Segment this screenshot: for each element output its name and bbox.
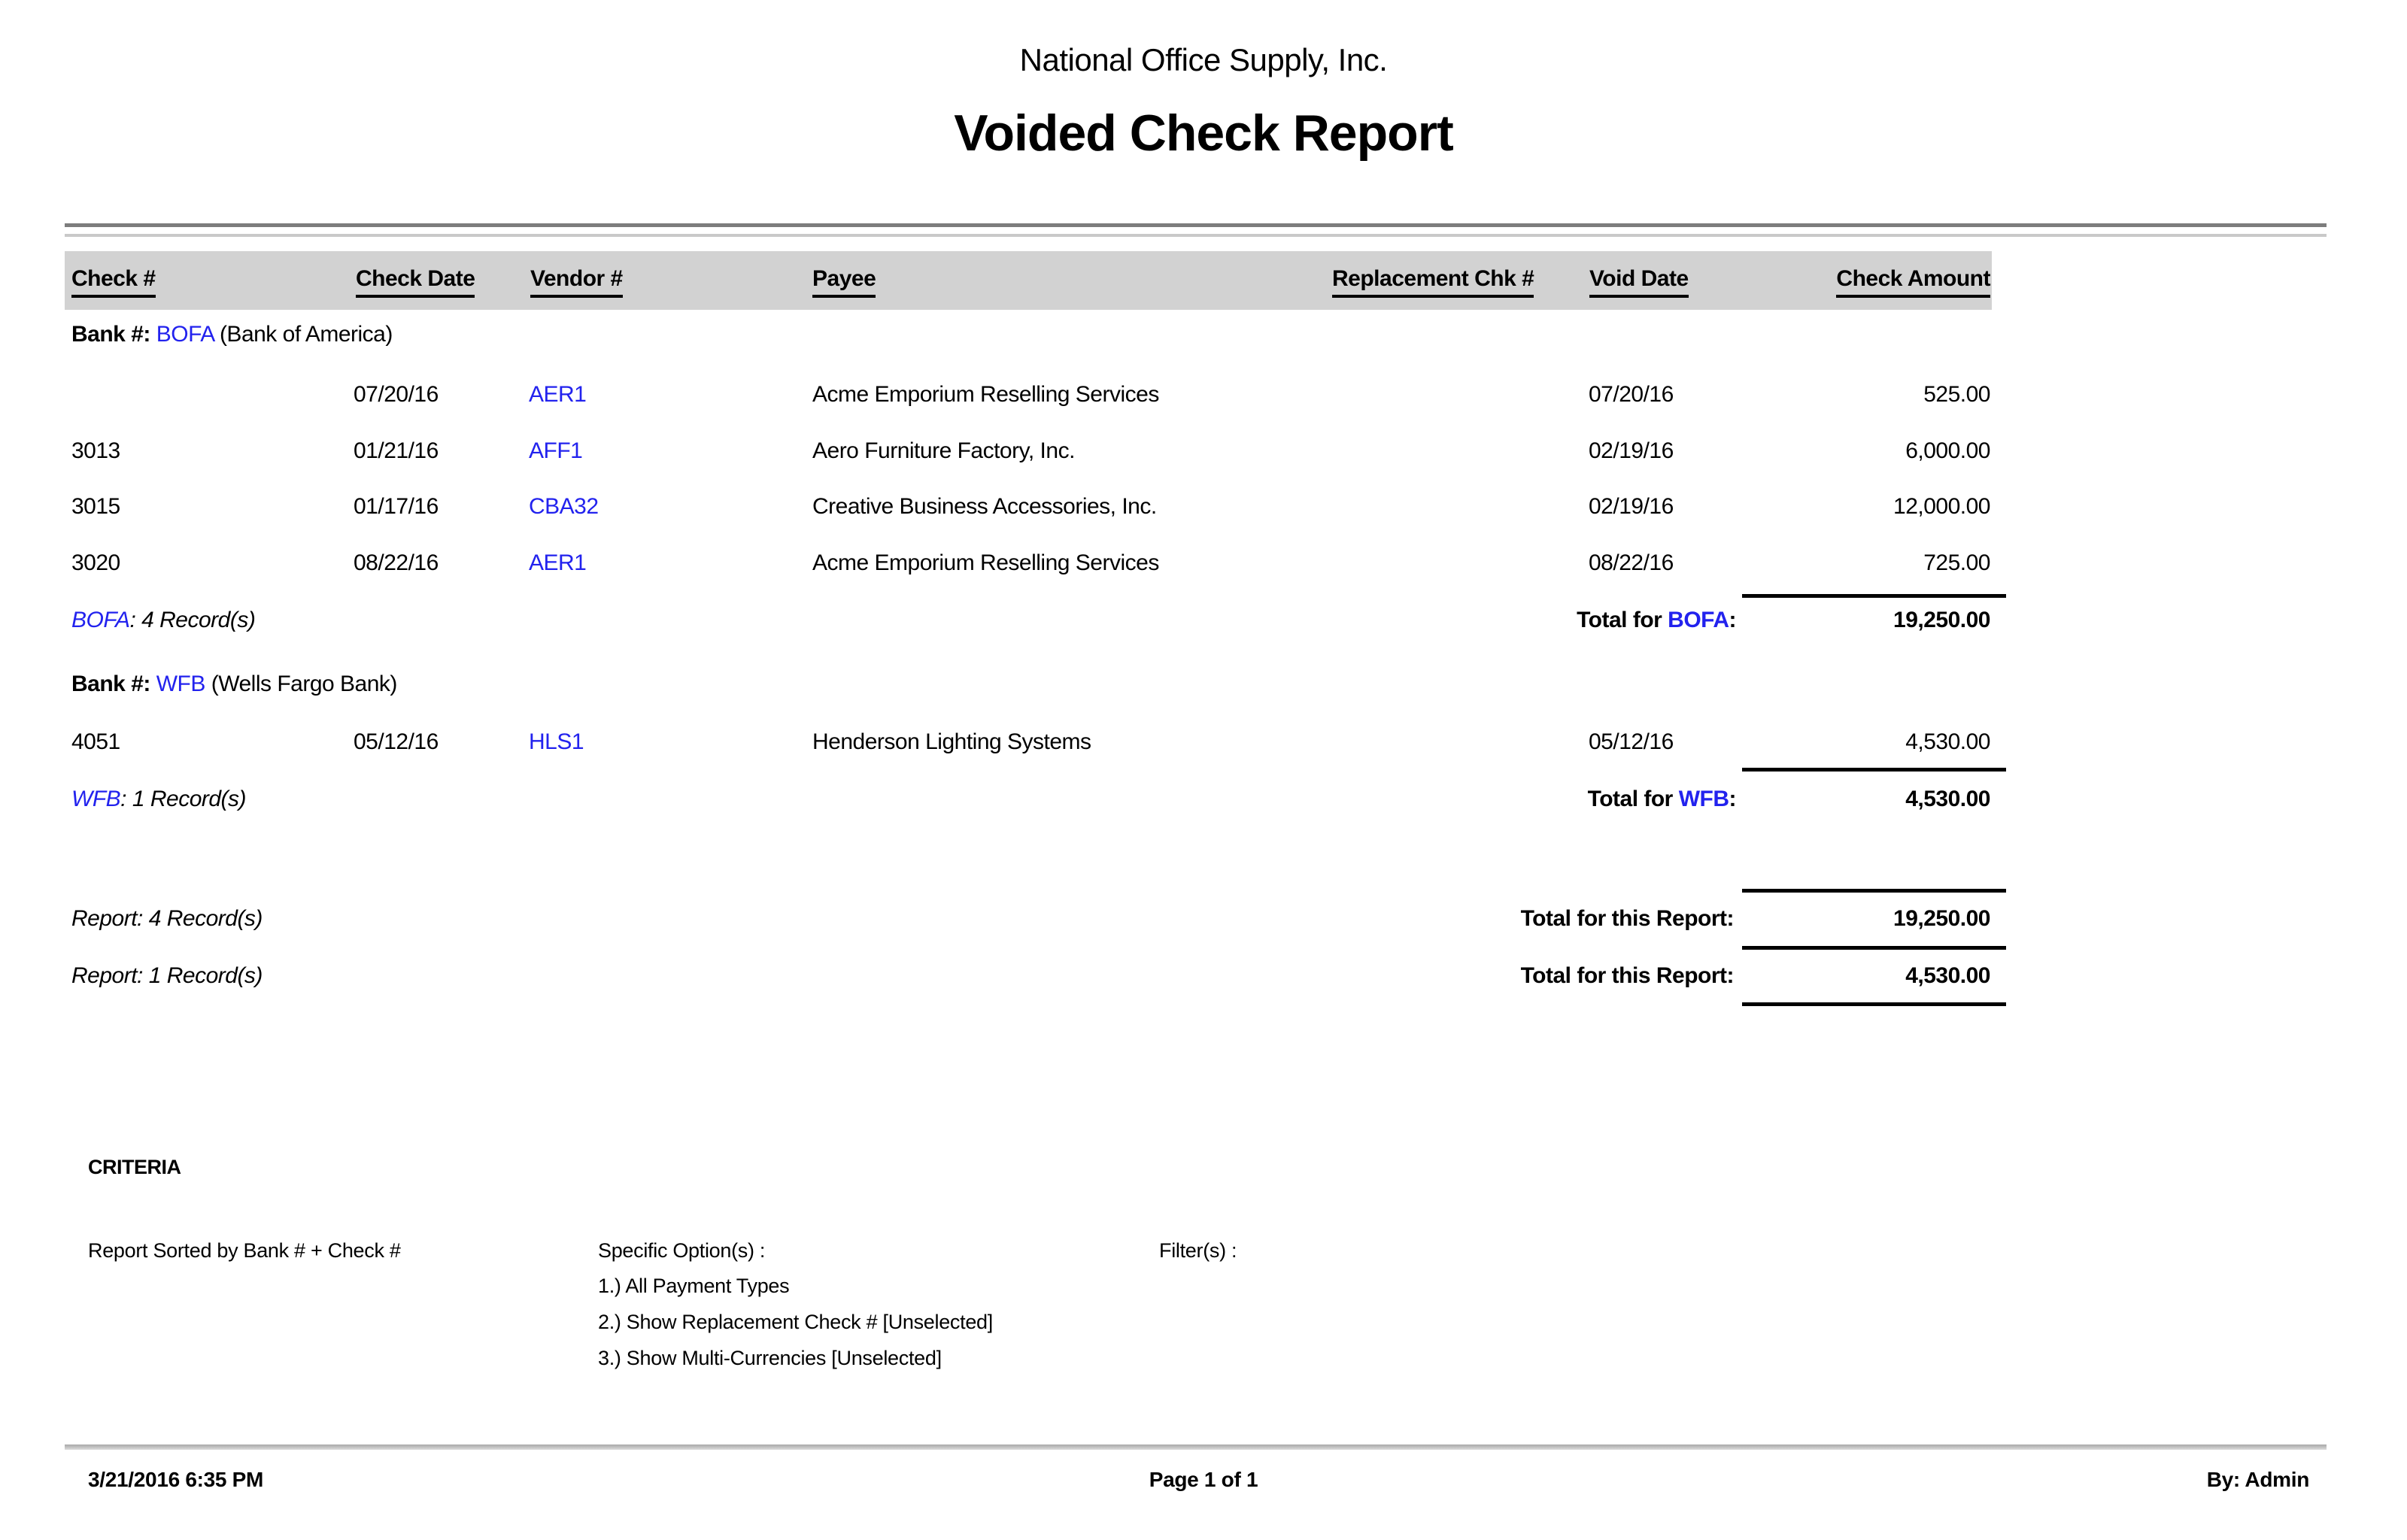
report-total-row-1 [0,906,2407,938]
report-total-amount-1: 19,250.00 [1893,906,1990,931]
cell-check-amount: 4,530.00 [1905,729,1990,754]
cell-check-date: 07/20/16 [354,382,439,407]
criteria-option-1: 1.) All Payment Types [598,1275,790,1297]
company-name: National Office Supply, Inc. [1019,42,1388,77]
cell-void-date: 07/20/16 [1589,382,1674,407]
total-for-text: Total for [1577,608,1668,632]
cell-check-date: 01/21/16 [354,438,439,463]
bofa-total-amount: 19,250.00 [1893,608,1990,632]
bofa-records-code: BOFA [71,608,130,632]
bank-name: (Bank of America) [219,322,393,347]
cell-void-date: 05/12/16 [1589,729,1674,754]
cell-payee: Aero Furniture Factory, Inc. [812,438,1075,463]
wfb-total-code: WFB [1678,787,1729,811]
report-total-rule-2 [1742,946,2006,950]
cell-check-date: 01/17/16 [354,494,439,519]
report-total-rule-1 [1742,889,2006,893]
bank-label: Bank #: [71,671,150,696]
cell-void-date: 08/22/16 [1589,550,1674,575]
cell-vendor-link[interactable]: AFF1 [529,438,583,463]
report-total-amount-2: 4,530.00 [1905,963,1990,988]
column-header-replacement-check: Replacement Chk # [1332,266,1534,298]
bofa-total-label [1577,608,1736,633]
cell-void-date: 02/19/16 [1589,494,1674,519]
cell-check-number: 3020 [71,550,120,575]
cell-vendor-link[interactable]: AER1 [529,382,587,407]
column-header-void-date: Void Date [1589,266,1689,298]
cell-vendor-link[interactable]: CBA32 [529,494,599,519]
total-for-text: Total for [1587,787,1679,811]
cell-payee: Acme Emporium Reselling Services [812,382,1159,407]
cell-check-amount: 525.00 [1923,382,1990,407]
table-row [0,382,2407,414]
cell-check-amount: 6,000.00 [1905,438,1990,463]
report-record-count-1: Report: 4 Record(s) [71,906,263,931]
cell-check-number: 4051 [71,729,120,754]
cell-vendor-link[interactable]: AER1 [529,550,587,575]
criteria-specific-options-label: Specific Option(s) : [598,1239,766,1262]
bofa-records-text: : 4 Record(s) [129,608,256,632]
footer-printed-by: By: Admin [2206,1468,2309,1491]
bank-label: Bank #: [71,322,150,347]
cell-payee: Henderson Lighting Systems [812,729,1091,754]
cell-check-date: 08/22/16 [354,550,439,575]
bofa-record-count [71,608,255,633]
bank-code-link[interactable]: WFB [156,671,205,696]
total-colon: : [1729,608,1736,632]
criteria-option-3: 3.) Show Multi-Currencies [Unselected] [598,1347,942,1369]
column-header-vendor-number: Vendor # [530,266,623,298]
wfb-records-code: WFB [71,787,121,811]
title-divider-dark [65,223,2327,227]
cell-check-number: 3013 [71,438,120,463]
wfb-total-rule [1742,768,2006,772]
table-row [0,550,2407,582]
table-row [0,494,2407,526]
table-header-band [65,251,1992,310]
title-divider-light [65,234,2327,237]
total-colon: : [1729,787,1736,811]
cell-check-number: 3015 [71,494,120,519]
cell-check-amount: 12,000.00 [1893,494,1990,519]
wfb-total-amount: 4,530.00 [1905,787,1990,811]
bank-name: (Wells Fargo Bank) [211,671,397,696]
column-header-check-date: Check Date [356,266,475,298]
criteria-filters-label: Filter(s) : [1159,1239,1237,1262]
bofa-summary-row [0,608,2407,639]
cell-check-amount: 725.00 [1923,550,1990,575]
column-header-check-amount: Check Amount [1836,266,1990,298]
wfb-records-text: : 1 Record(s) [120,787,247,811]
report-total-row-2 [0,963,2407,995]
wfb-record-count [71,787,246,812]
report-total-label-2: Total for this Report: [1520,963,1734,988]
footer-divider [65,1445,2327,1450]
bank-code-link[interactable]: BOFA [156,322,214,347]
cell-payee: Acme Emporium Reselling Services [812,550,1159,575]
criteria-option-2: 2.) Show Replacement Check # [Unselected] [598,1311,993,1333]
footer-datetime: 3/21/2016 6:35 PM [88,1468,264,1491]
criteria-sorted-by: Report Sorted by Bank # + Check # [88,1239,401,1262]
cell-vendor-link[interactable]: HLS1 [529,729,584,754]
column-header-check-number: Check # [71,266,156,298]
footer-page-number: Page 1 of 1 [1149,1468,1258,1491]
report-total-rule-3 [1742,1002,2006,1006]
bank-group-header-wfb [71,671,397,697]
table-row [0,438,2407,470]
criteria-heading: CRITERIA [88,1156,181,1178]
report-total-label-1: Total for this Report: [1520,906,1734,931]
cell-void-date: 02/19/16 [1589,438,1674,463]
bofa-total-code: BOFA [1668,608,1729,632]
column-header-payee: Payee [812,266,876,298]
wfb-total-label [1588,787,1736,812]
bank-group-header-bofa [71,322,393,347]
report-title: Voided Check Report [954,105,1453,162]
table-row [0,729,2407,761]
cell-check-date: 05/12/16 [354,729,439,754]
report-record-count-2: Report: 1 Record(s) [71,963,263,988]
cell-payee: Creative Business Accessories, Inc. [812,494,1157,519]
bofa-total-rule [1742,594,2006,598]
wfb-summary-row [0,787,2407,818]
